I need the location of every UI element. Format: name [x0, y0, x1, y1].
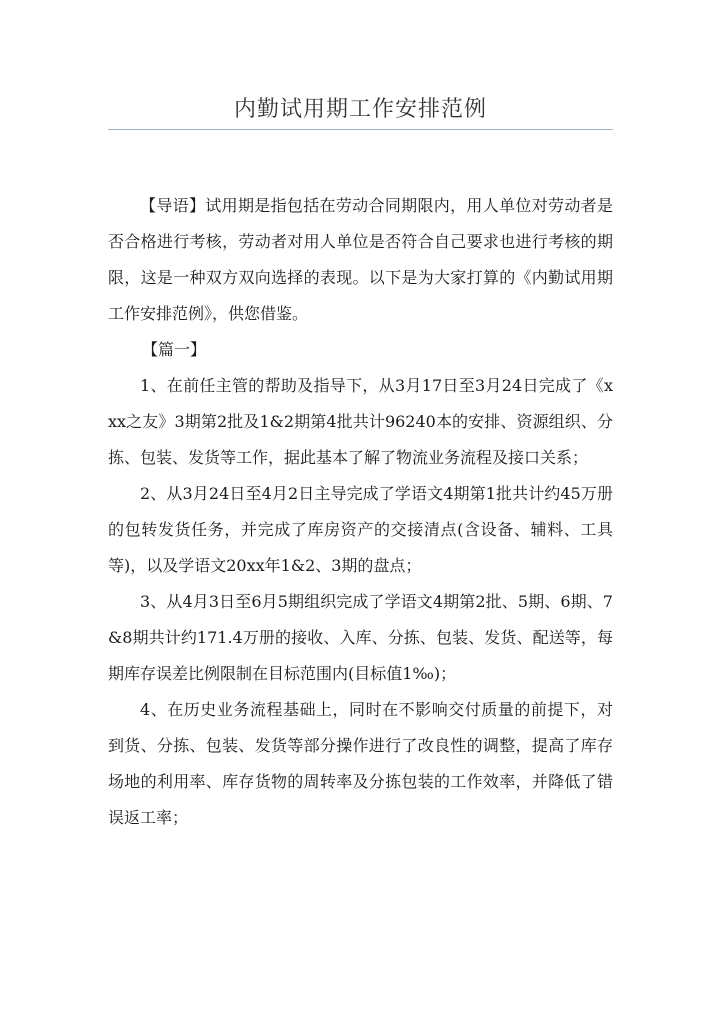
list-item-3: 3、从4月3日至6月5期组织完成了学语文4期第2批、5期、6期、7&8期共计约171.4万册的接收、入库、分拣、包装、发货、配送等，每期库存误差比例限制在目标范围内(目标值1‰)；	[108, 592, 613, 683]
list-item-2: 2、从3月24日至4月2日主导完成了学语文4期第1批共计约45万册的包转发货任务，并完成了库房资产的交接清点(含设备、辅料、工具等)，以及学语文20xx年1&2、3期的盘点；	[108, 484, 613, 575]
list-item-1: 1、在前任主管的帮助及指导下，从3月17日至3月24日完成了《xxx之友》3期第2批及1&2期第4批共计96240本的安排、资源组织、分拣、包装、发货等工作，据此基本了解了物流业务流程及接口关系；	[108, 376, 613, 467]
intro-text: 试用期是指包括在劳动合同期限内，用人单位对劳动者是否合格进行考核，劳动者对用人单位是否符合自己要求也进行考核的期限，这是一种双方双向选择的表现。以下是为大家打算的《内勤试用期工作安排范例》，供您借鉴。	[108, 196, 613, 323]
document-body	[108, 188, 613, 836]
document-title: 内勤试用期工作安排范例	[233, 97, 487, 122]
list-item-4: 4、在历史业务流程基础上，同时在不影响交付质量的前提下，对到货、分拣、包装、发货等部分操作进行了改良性的调整，提高了库存场地的利用率、库存货物的周转率及分拣包装的工作效率，并降低了错误返工率；	[108, 700, 613, 827]
title-underline	[108, 129, 613, 130]
section-label: 【篇一】	[142, 340, 207, 359]
intro-paragraph	[108, 188, 613, 332]
intro-label: 【导语】	[140, 196, 206, 215]
